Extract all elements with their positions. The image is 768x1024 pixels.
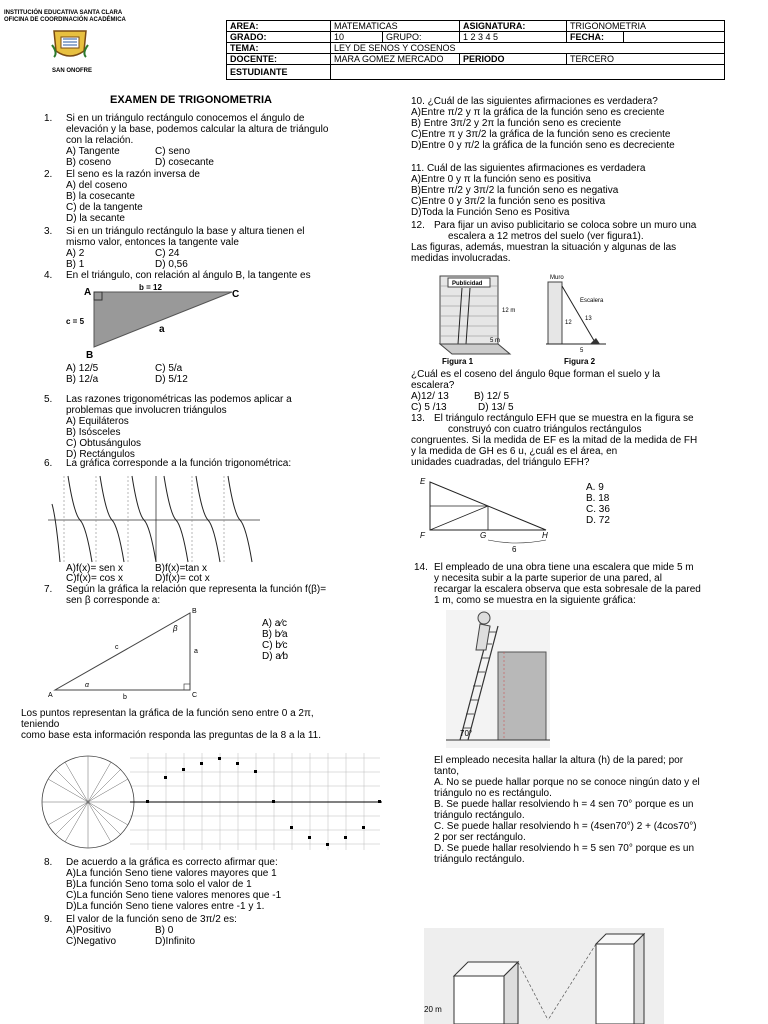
q7-option-b[interactable]: B) b⁄a: [262, 629, 288, 640]
q1-number: 1.: [44, 113, 53, 124]
q13-option-a[interactable]: A. 9: [586, 482, 604, 493]
q6-text: [66, 458, 291, 469]
q11-block: [411, 163, 645, 218]
buildings-figure: [424, 928, 664, 1024]
q8-line: De acuerdo a la gráfica es correcto afirmar que:: [66, 857, 278, 868]
q5-number: 5.: [44, 394, 53, 405]
q11-line: 11. Cuál de las siguientes afirmaciones es verdadera: [411, 163, 646, 174]
q9-option-d[interactable]: D)Infinito: [155, 936, 196, 947]
q1-line: elevación y la base, podemos calcular la altura de triángulo: [66, 124, 329, 135]
q4-option-b[interactable]: B) 12/a: [66, 374, 99, 385]
q11-option-c[interactable]: C)Entre 0 y 3π/2 la función seno es positiva: [411, 196, 606, 207]
subject-label: ASIGNATURA:: [460, 21, 567, 32]
header-table: [226, 20, 725, 80]
label-A: A: [48, 692, 53, 699]
q2-option-b[interactable]: B) la cosecante: [66, 191, 135, 202]
intro-text: [21, 708, 321, 741]
q5-option-a[interactable]: A) Equiláteros: [66, 416, 129, 427]
q12-option-b[interactable]: B) 12/ 5: [474, 391, 510, 402]
q3-number: 3.: [44, 226, 53, 237]
q4-line: En el triángulo, con relación al ángulo B, la tangente es: [66, 270, 311, 281]
building-left: [454, 976, 504, 1024]
q13-line: construyó con cuatro triángulos rectángulos: [448, 424, 642, 435]
label-C: C: [232, 289, 240, 300]
q7-option-a[interactable]: A) a⁄c: [262, 618, 288, 629]
worker-head: [478, 612, 490, 624]
intro-line: teniendo: [21, 719, 60, 730]
intro-line: como base esta información responda las preguntas de la 8 a la 11.: [21, 730, 321, 741]
ground-figure-1: [440, 344, 510, 354]
q12-option-d[interactable]: D) 13/ 5: [478, 402, 514, 413]
date-value[interactable]: [624, 32, 725, 43]
building-right: [596, 944, 634, 1024]
label-B: B: [86, 350, 94, 361]
q4-option-c[interactable]: C) 5/a: [155, 363, 183, 374]
label-b: b: [123, 694, 127, 700]
q8-option-c[interactable]: C)La función Seno tiene valores menores que -1: [66, 890, 282, 901]
q9-text: [66, 914, 237, 925]
label-6: 6: [512, 545, 517, 554]
q6-line: La gráfica corresponde a la función trigonométrica:: [66, 458, 292, 469]
q11-option-b[interactable]: B)Entre π/2 y 3π/2 la función seno es negativa: [411, 185, 619, 196]
unit-circle-sine-figure: [30, 748, 390, 856]
q14-line: recargar la escalera observa que esta sobresale de la pared: [434, 584, 701, 595]
q13-option-c[interactable]: C. 36: [586, 504, 610, 515]
label-12m: 12 m: [502, 308, 516, 314]
q13-option-d[interactable]: D. 72: [586, 515, 610, 526]
q4-triangle-figure: [64, 282, 254, 362]
q13-text: [434, 413, 694, 435]
q14-line: 1 m, como se muestra en la siguiente gráfica:: [434, 595, 636, 606]
q13-option-b[interactable]: B. 18: [586, 493, 610, 504]
triangle-shape: [94, 292, 232, 347]
topic-value: LEY DE SENOS Y COSENOS: [331, 43, 725, 54]
label-F: F: [420, 531, 425, 540]
institution-name: [4, 10, 174, 24]
q14-option-d[interactable]: D. Se puede hallar resolviendo h = 5 sen 70° porque es un: [434, 843, 695, 854]
student-value[interactable]: [331, 65, 725, 80]
institution-line-2: OFICINA DE COORDINACIÓN ACADÉMICA: [4, 17, 126, 23]
student-label: ESTUDIANTE: [227, 65, 331, 80]
q13-line: y la medida de GH es 6 u, ¿cuál es el área, en: [411, 446, 618, 457]
town-name: SAN ONOFRE: [52, 68, 93, 74]
q14-line: tanto,: [434, 766, 460, 777]
q12-option-a[interactable]: A)12/ 13: [411, 391, 449, 402]
q9-option-b[interactable]: B) 0: [155, 925, 174, 936]
q9-option-a[interactable]: A)Positivo: [66, 925, 112, 936]
q9-number: 9.: [44, 914, 53, 925]
grade-label: GRADO:: [227, 32, 331, 43]
q13-options: [586, 482, 610, 526]
q12-line: escalera?: [411, 380, 455, 391]
teacher-label: DOCENTE:: [227, 54, 331, 65]
teacher-value: MARA GOMEZ MERCADO: [331, 54, 460, 65]
label-a: a: [159, 324, 165, 335]
label-E: E: [420, 477, 426, 486]
label-beta: β: [173, 624, 178, 633]
q7-triangle-figure: [45, 605, 205, 700]
q8-text: [66, 857, 281, 912]
q12-text: [434, 220, 696, 242]
q6-option-c[interactable]: C)f(x)= cos x: [66, 573, 123, 584]
q5-line: Las razones trigonométricas las podemos aplicar a: [66, 394, 292, 405]
q13-number: 13.: [411, 413, 425, 424]
q14-option-a[interactable]: A. No se puede hallar porque no se conoce ningún dato y el: [434, 777, 700, 788]
q3-option-b[interactable]: B) 1: [66, 259, 85, 270]
cotangent-curves: [52, 476, 252, 562]
q12-question: [411, 369, 660, 391]
q4-option-d[interactable]: D) 5/12: [155, 374, 188, 385]
label-B: B: [192, 608, 197, 615]
right-angle-mark: [184, 684, 190, 690]
q12-option-c[interactable]: C) 5 /13: [411, 402, 447, 413]
q1-option-c[interactable]: C) seno: [155, 146, 191, 157]
q9-option-c[interactable]: C)Negativo: [66, 936, 117, 947]
q5-line: problemas que involucren triángulos: [66, 405, 227, 416]
q3-text: [66, 226, 305, 248]
q3-line: Si en un triángulo rectángulo la base y altura tienen el: [66, 226, 305, 237]
area-label: AREA:: [227, 21, 331, 32]
q8-option-b[interactable]: B)La función Seno toma solo el valor de 1: [66, 879, 252, 890]
q1-option-d[interactable]: D) cosecante: [155, 157, 214, 168]
q9-line: El valor de la función seno de 3π/2 es:: [66, 914, 237, 925]
ladder-figure-2: [562, 286, 596, 344]
q14-line: y necesita subir a la parte superior de una pared, al: [434, 573, 662, 584]
q2-option-d[interactable]: D) la secante: [66, 213, 125, 224]
figure-1-caption: Figura 1: [442, 357, 474, 366]
q14-option-c[interactable]: C. Se puede hallar resolviendo h = (4sen70°) 2 + (4cos70°): [434, 821, 697, 832]
q1-line: con la relación.: [66, 135, 134, 146]
q10-option-c[interactable]: C)Entre π y 3π/2 la gráfica de la función seno es creciente: [411, 129, 671, 140]
q12-line: Las figuras, además, muestran la situación y algunas de las: [411, 242, 677, 253]
building-right-side: [634, 934, 644, 1024]
q13-line: unidades cuadradas, del triángulo EFH?: [411, 457, 590, 468]
exam-title: EXAMEN DE TRIGONOMETRIA: [110, 94, 272, 106]
triangle-shape: [55, 613, 190, 690]
q7-option-c[interactable]: C) b⁄c: [262, 640, 288, 651]
q14-line: El empleado necesita hallar la altura (h) de la pared; por: [434, 755, 684, 766]
q2-option-a[interactable]: A) del coseno: [66, 180, 128, 191]
grade-value: 10: [331, 32, 383, 43]
q14-option-b-cont[interactable]: triángulo rectángulo.: [434, 810, 525, 821]
q2-line: El seno es la razón inversa de: [66, 169, 200, 180]
figure-2-caption: Figura 2: [564, 357, 596, 366]
q13-line: El triángulo rectángulo EFH que se muestra en la figura se: [434, 413, 694, 424]
date-label: FECHA:: [567, 32, 624, 43]
q5-text: [66, 394, 292, 460]
ladder-label: Escalera: [580, 298, 604, 304]
height-label: 20 m: [424, 1005, 442, 1014]
q3-option-d[interactable]: D) 0,56: [155, 259, 188, 270]
q8-number: 8.: [44, 857, 53, 868]
q11-option-a[interactable]: A)Entre 0 y π la función seno es positiva: [411, 174, 591, 185]
period-value: TERCERO: [567, 54, 725, 65]
subject-value: TRIGONOMETRIA: [567, 21, 725, 32]
q2-number: 2.: [44, 169, 53, 180]
q12-line: medidas involucradas.: [411, 253, 511, 264]
q3-line: mismo valor, entonces la tangente vale: [66, 237, 239, 248]
asymptotes: [64, 476, 224, 562]
q6-option-d[interactable]: D)f(x)= cot x: [155, 573, 210, 584]
q12-figures: [420, 268, 630, 368]
period-label: PERIODO: [460, 54, 567, 65]
q12-line: escalera a 12 metros del suelo (ver figura1).: [448, 231, 644, 242]
q14-option-b[interactable]: B. Se puede hallar resolviendo h = 4 sen 70° porque es un: [434, 799, 694, 810]
q14-line: El empleado de una obra tiene una escalera que mide 5 m: [434, 562, 694, 573]
label-13: 13: [585, 316, 592, 322]
label-5m: 5 m: [490, 338, 501, 344]
area-value: MATEMATICAS: [331, 21, 460, 32]
label-5: 5: [580, 348, 584, 354]
q14-option-d-cont[interactable]: triángulo rectángulo.: [434, 854, 525, 865]
q3-option-a[interactable]: A) 2: [66, 248, 85, 259]
q13-more: [411, 435, 697, 468]
label-H: H: [542, 531, 548, 540]
q2-text: [66, 169, 200, 224]
label-b: b = 12: [139, 283, 162, 292]
q6-number: 6.: [44, 458, 53, 469]
q11-option-d[interactable]: D)Toda la Función Seno es Positiva: [411, 207, 570, 218]
brace-GH: [488, 540, 546, 543]
q14-option-c-cont[interactable]: 2 por ser rectángulo.: [434, 832, 526, 843]
angle-marker: [590, 338, 600, 344]
group-label: GRUPO:: [383, 32, 460, 43]
wall: [498, 652, 546, 740]
q10-block: [411, 96, 675, 151]
q14-more: [434, 755, 700, 865]
intro-line: Los puntos representan la gráfica de la función seno entre 0 a 2π,: [21, 708, 314, 719]
q10-option-d[interactable]: D)Entre 0 y π/2 la gráfica de la función seno es decreciente: [411, 140, 675, 151]
q13-triangle-figure: [418, 474, 568, 554]
school-logo: [50, 27, 90, 61]
q7-number: 7.: [44, 584, 53, 595]
q10-option-b[interactable]: B) Entre 3π/2 y 2π la función seno es creciente: [411, 118, 622, 129]
q5-option-d[interactable]: D) Rectángulos: [66, 449, 135, 460]
q4-text: [66, 270, 311, 281]
q1-option-a[interactable]: A) Tangente: [66, 146, 120, 157]
wall-figure-2: [548, 282, 562, 344]
q13-line: congruentes. Si la medida de EF es la mitad de la medida de FH: [411, 435, 698, 446]
q6-graph: [48, 474, 263, 564]
circle-radii: [42, 756, 134, 848]
wall-label: Muro: [550, 275, 564, 281]
group-value: 1 2 3 4 5: [460, 32, 567, 43]
q14-ladder-figure: [446, 610, 550, 748]
q12-line: ¿Cuál es el coseno del ángulo θque forman el suelo y la: [411, 369, 661, 380]
label-c: c = 5: [66, 317, 85, 326]
label-A: A: [84, 287, 92, 298]
q1-option-b[interactable]: B) coseno: [66, 157, 112, 168]
label-12: 12: [565, 320, 572, 326]
q12-more: [411, 242, 676, 264]
q7-option-d[interactable]: D) a⁄b: [262, 651, 289, 662]
q1-text: [66, 113, 328, 146]
q12-number: 12.: [411, 220, 425, 231]
q10-option-a[interactable]: A)Entre π/2 y π la gráfica de la función seno es creciente: [411, 107, 665, 118]
q7-text: [66, 584, 326, 606]
label-C: C: [192, 692, 198, 699]
q4-number: 4.: [44, 270, 53, 281]
q8-option-a[interactable]: A)La función Seno tiene valores mayores que 1: [66, 868, 277, 879]
q5-option-b[interactable]: B) Isósceles: [66, 427, 121, 438]
q4-option-a[interactable]: A) 12/5: [66, 363, 99, 374]
institution-line-1: INSTITUCIÓN EDUCATIVA SANTA CLARA: [4, 10, 123, 16]
label-c: c: [115, 644, 119, 651]
q14-number: 14.: [414, 562, 428, 573]
q14-option-a-cont[interactable]: triángulo no es rectángulo.: [434, 788, 552, 799]
q6-option-a[interactable]: A)f(x)= sen x: [66, 563, 123, 574]
label-alpha: α: [85, 682, 89, 689]
billboard-label: Publicidad: [452, 281, 483, 287]
q3-option-c[interactable]: C) 24: [155, 248, 180, 259]
label-a: a: [194, 648, 198, 655]
q10-line: 10. ¿Cuál de las siguientes afirmaciones es verdadera?: [411, 96, 658, 107]
q8-option-d[interactable]: D)La función Seno tiene valores entre -1 y 1.: [66, 901, 265, 912]
q5-option-c[interactable]: C) Obtusángulos: [66, 438, 142, 449]
q1-line: Si en un triángulo rectángulo conocemos el ángulo de: [66, 113, 305, 124]
topic-label: TEMA:: [227, 43, 331, 54]
q7-line: sen β corresponde a:: [66, 595, 161, 606]
q6-option-b[interactable]: B)f(x)=tan x: [155, 563, 207, 574]
angle-label: 70°: [460, 729, 473, 738]
label-G: G: [480, 531, 487, 540]
q7-line: Según la gráfica la relación que representa la función f(β)=: [66, 584, 327, 595]
q14-text: [434, 562, 701, 606]
q2-option-c[interactable]: C) de la tangente: [66, 202, 143, 213]
q12-line: Para fijar un aviso publicitario se coloca sobre un muro una: [434, 220, 697, 231]
mid-diagonal: [430, 506, 488, 530]
